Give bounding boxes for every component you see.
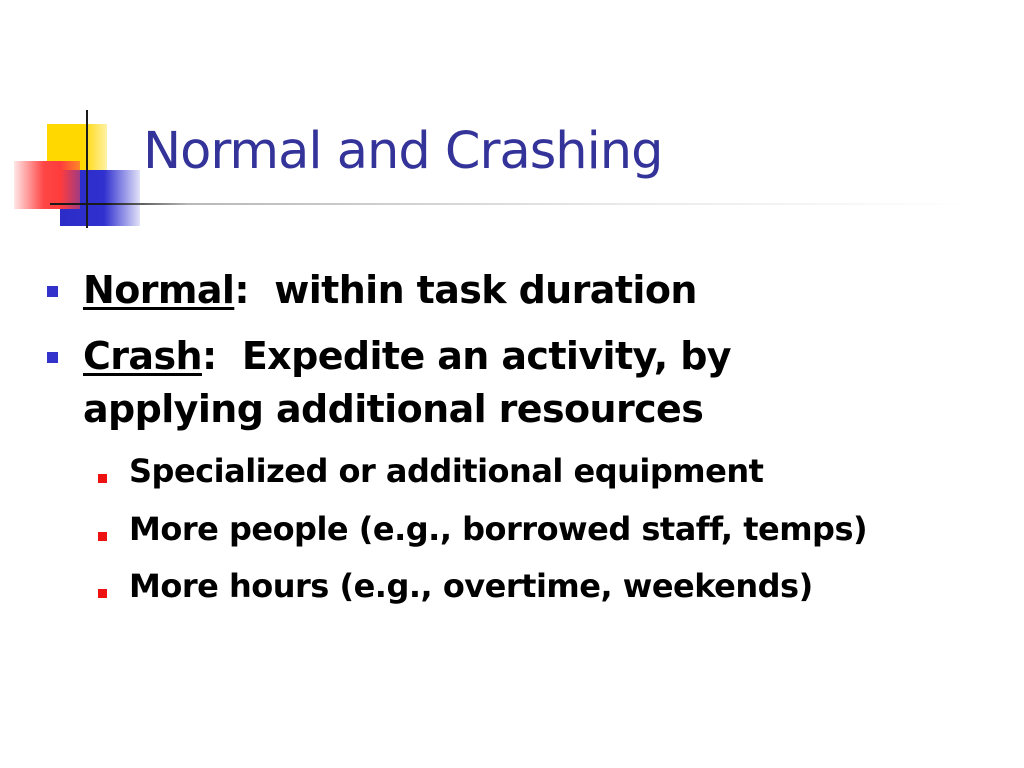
separator: : bbox=[234, 268, 249, 312]
sub-bullet-square-icon bbox=[98, 532, 107, 541]
bullet-normal bbox=[83, 265, 697, 315]
logo-red-square bbox=[14, 161, 80, 209]
bullet-square-icon bbox=[47, 352, 58, 363]
sub-item: More hours (e.g., overtime, weekends) bbox=[129, 567, 813, 605]
slide-title: Normal and Crashing bbox=[143, 122, 663, 181]
term-normal: Normal bbox=[83, 268, 235, 312]
sub-bullet-square-icon bbox=[98, 589, 107, 598]
term-crash: Crash bbox=[83, 334, 202, 378]
bullet-normal-text: within task duration bbox=[274, 268, 697, 312]
sub-bullet-square-icon bbox=[98, 474, 107, 483]
bullet-crash-text-line1: Expedite an activity, by bbox=[241, 334, 731, 378]
sub-item: Specialized or additional equipment bbox=[129, 452, 764, 490]
sub-item: More people (e.g., borrowed staff, temps) bbox=[129, 510, 868, 548]
title-divider bbox=[50, 203, 970, 205]
bullet-crash-continuation bbox=[83, 384, 703, 434]
separator: : bbox=[201, 334, 217, 378]
bullet-crash bbox=[83, 331, 731, 381]
logo-vertical-line bbox=[86, 110, 88, 228]
bullet-square-icon bbox=[47, 286, 58, 297]
bullet-crash-text-line2: applying additional resources bbox=[83, 387, 704, 431]
